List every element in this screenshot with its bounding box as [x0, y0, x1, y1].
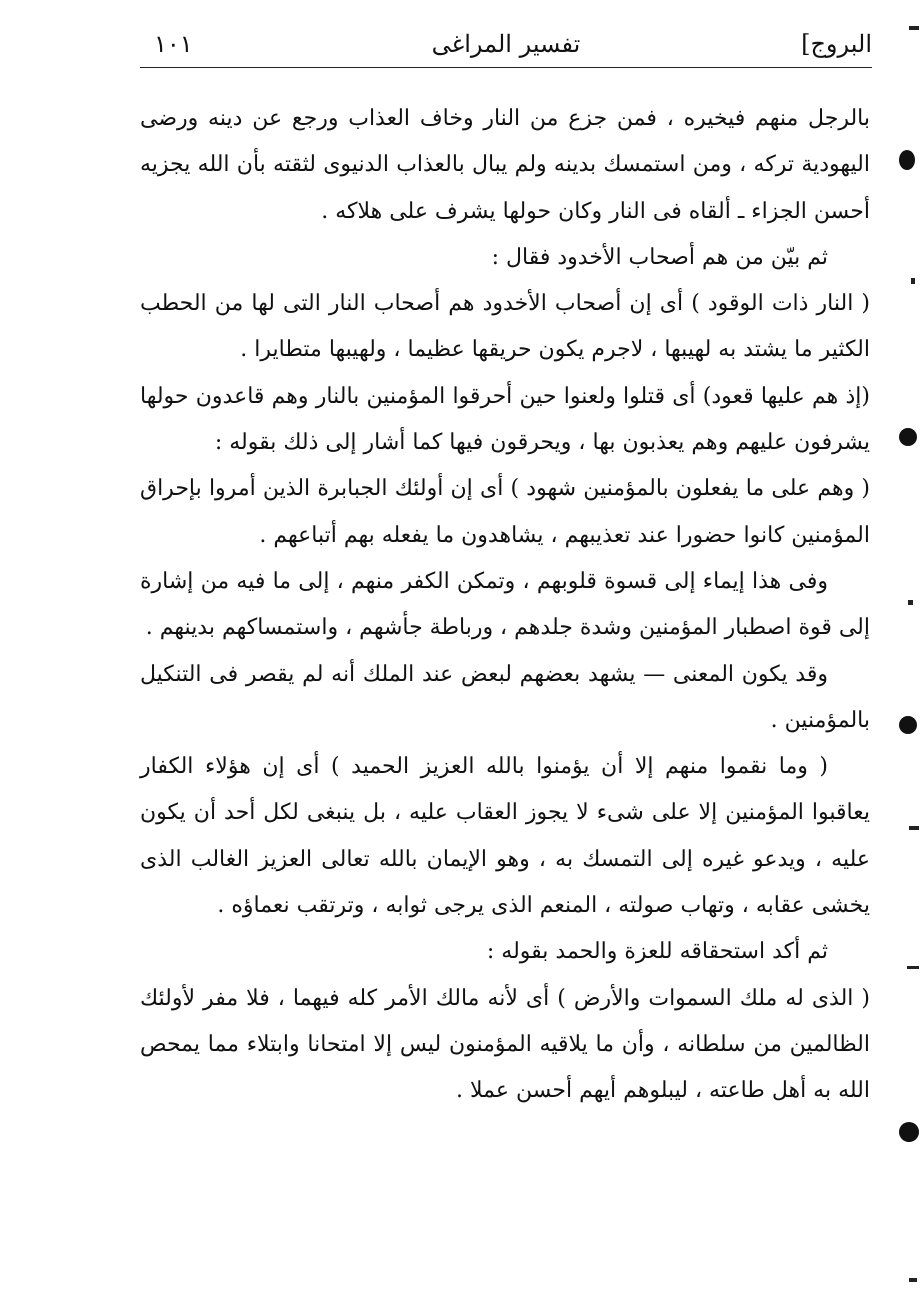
paragraph-1: بالرجل منهم فيخيره ، فمن جزع من النار وخاف العذاب ورجع عن دينه ورضى اليهودية تركه ، ومن استمسك بدينه ولم يبال بالعذاب الدنيوى لثقته بأن الله يجزيه أحسن الجزاء ـ ألقاه فى النار وكان حولها يشرف على هلاكه .: [140, 106, 870, 224]
paragraph-3: ( النار ذات الوقود ) أى إن أصحاب الأخدود هم أصحاب النار التى لها من الحطب الكثير ما يشتد به لهيبها ، لاجرم يكون حريقها عظيما ، ولهيبها متطايرا .: [140, 291, 870, 363]
paragraph-7: وقد يكون المعنى — يشهد بعضهم لبعض عند الملك أنه لم يقصر فى التنكيل بالمؤمنين .: [140, 661, 870, 733]
scan-mark: [899, 1122, 919, 1142]
paragraph-6: وفى هذا إيماء إلى قسوة قلوبهم ، وتمكن الكفر منهم ، إلى ما فيه من إشارة إلى قوة اصطبار المؤمنين وشدة جلدهم ، ورباطة جأشهم ، واستمساكهم بدينهم .: [140, 568, 870, 641]
scan-mark: [907, 966, 919, 969]
surah-name: البروج]: [801, 30, 872, 58]
page-header: [140, 24, 872, 68]
paragraph-2: ثم بيّن من هم أصحاب الأخدود فقال :: [491, 244, 828, 270]
scan-mark: [899, 428, 917, 446]
body-text: [140, 96, 870, 1115]
scan-mark: [909, 1278, 917, 1282]
scan-mark: [909, 26, 919, 30]
scan-mark: [899, 150, 915, 170]
scan-mark: [908, 600, 913, 605]
paragraph-8: ( وما نقموا منهم إلا أن يؤمنوا بالله العزيز الحميد ) أى إن هؤلاء الكفار يعاقبوا المؤمنين إلا على شىء لا يجوز العقاب عليه ، بل ينبغى لكل أحد أن يكون عليه ، ويدعو غيره إلى التمسك به ، وهو الإيمان بالله تعالى العزيز الغالب الذى يخشى عقابه ، وتهاب صولته ، المنعم الذى يرجى ثوابه ، وترتقب نعماؤه .: [140, 754, 870, 919]
header-rule: [140, 67, 872, 68]
paragraph-4: (إذ هم عليها قعود) أى قتلوا ولعنوا حين أحرقوا المؤمنين بالنار وهم قاعدون حولها يشرفون عليهم وهم يعذبون بها ، ويحرقون فيها كما أشار إلى ذلك بقوله :: [140, 383, 870, 456]
scan-mark: [911, 278, 915, 284]
scan-mark: [899, 716, 917, 734]
paragraph-5: ( وهم على ما يفعلون بالمؤمنين شهود ) أى إن أولئك الجبابرة الذين أمروا بإحراق المؤمنين كانوا حضورا عند تعذيبهم ، يشاهدون ما يفعله بهم أتباعهم .: [140, 476, 870, 548]
book-title: تفسير المراغى: [431, 30, 581, 58]
paragraph-10: ( الذى له ملك السموات والأرض ) أى لأنه مالك الأمر كله فيهما ، فلا مفر لأولئك الظالمين من سلطانه ، وأن ما يلاقيه المؤمنون ليس إلا امتحانا وابتلاء مما يمحص الله به أهل طاعته ، ليبلوهم أيهم أحسن عملا .: [140, 985, 870, 1104]
paragraph-9: ثم أكد استحقاقه للعزة والحمد بقوله :: [486, 939, 828, 965]
page-number: ١٠١: [154, 30, 193, 58]
scan-mark: [909, 826, 919, 830]
